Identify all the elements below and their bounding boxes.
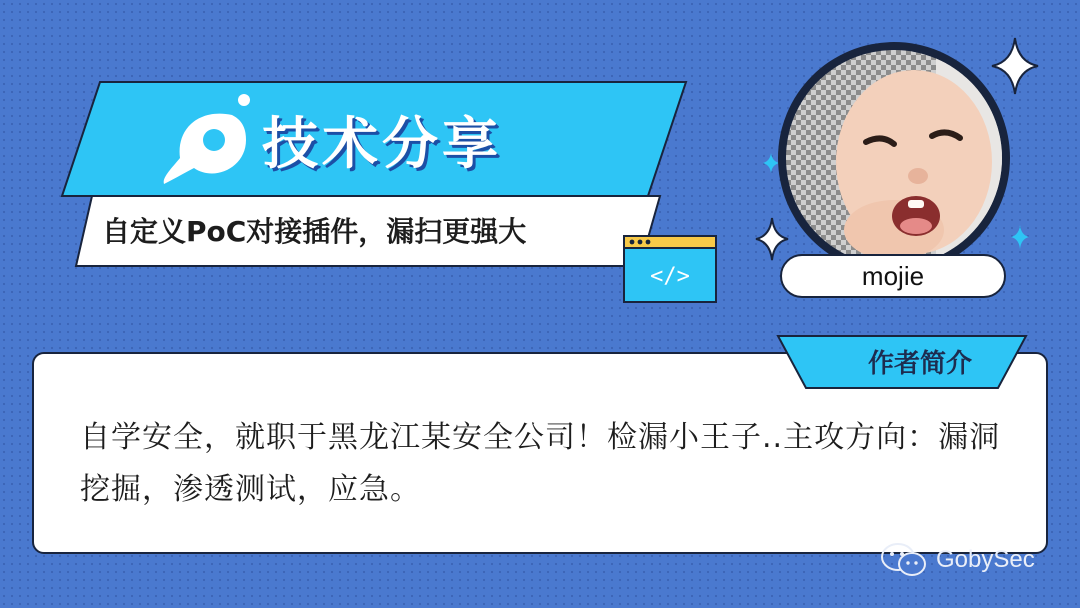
code-window-icon [622,234,718,304]
wechat-icon [880,542,928,578]
avatar-photo [786,50,1002,266]
author-bio: 自学安全，就职于黑龙江某安全公司！检漏小王子..主攻方向：漏洞挖掘，渗透测试，应急。 [80,420,1001,507]
banner-title: 技术分享 [262,112,502,177]
sparkle-icon [1010,224,1030,250]
baby-face-icon [786,50,1002,266]
watermark-text: GobySec [936,546,1035,573]
code-icon-label: </> [650,264,690,289]
sparkle-icon [990,36,1040,96]
sparkle-icon [754,216,790,262]
banner-subtitle: 自定义PoC对接插件，漏扫更强大 [102,215,527,248]
watermark [880,540,1035,580]
avatar [778,42,1010,274]
author-section-label: 作者简介 [867,349,972,379]
author-name: mojie [780,254,1006,298]
